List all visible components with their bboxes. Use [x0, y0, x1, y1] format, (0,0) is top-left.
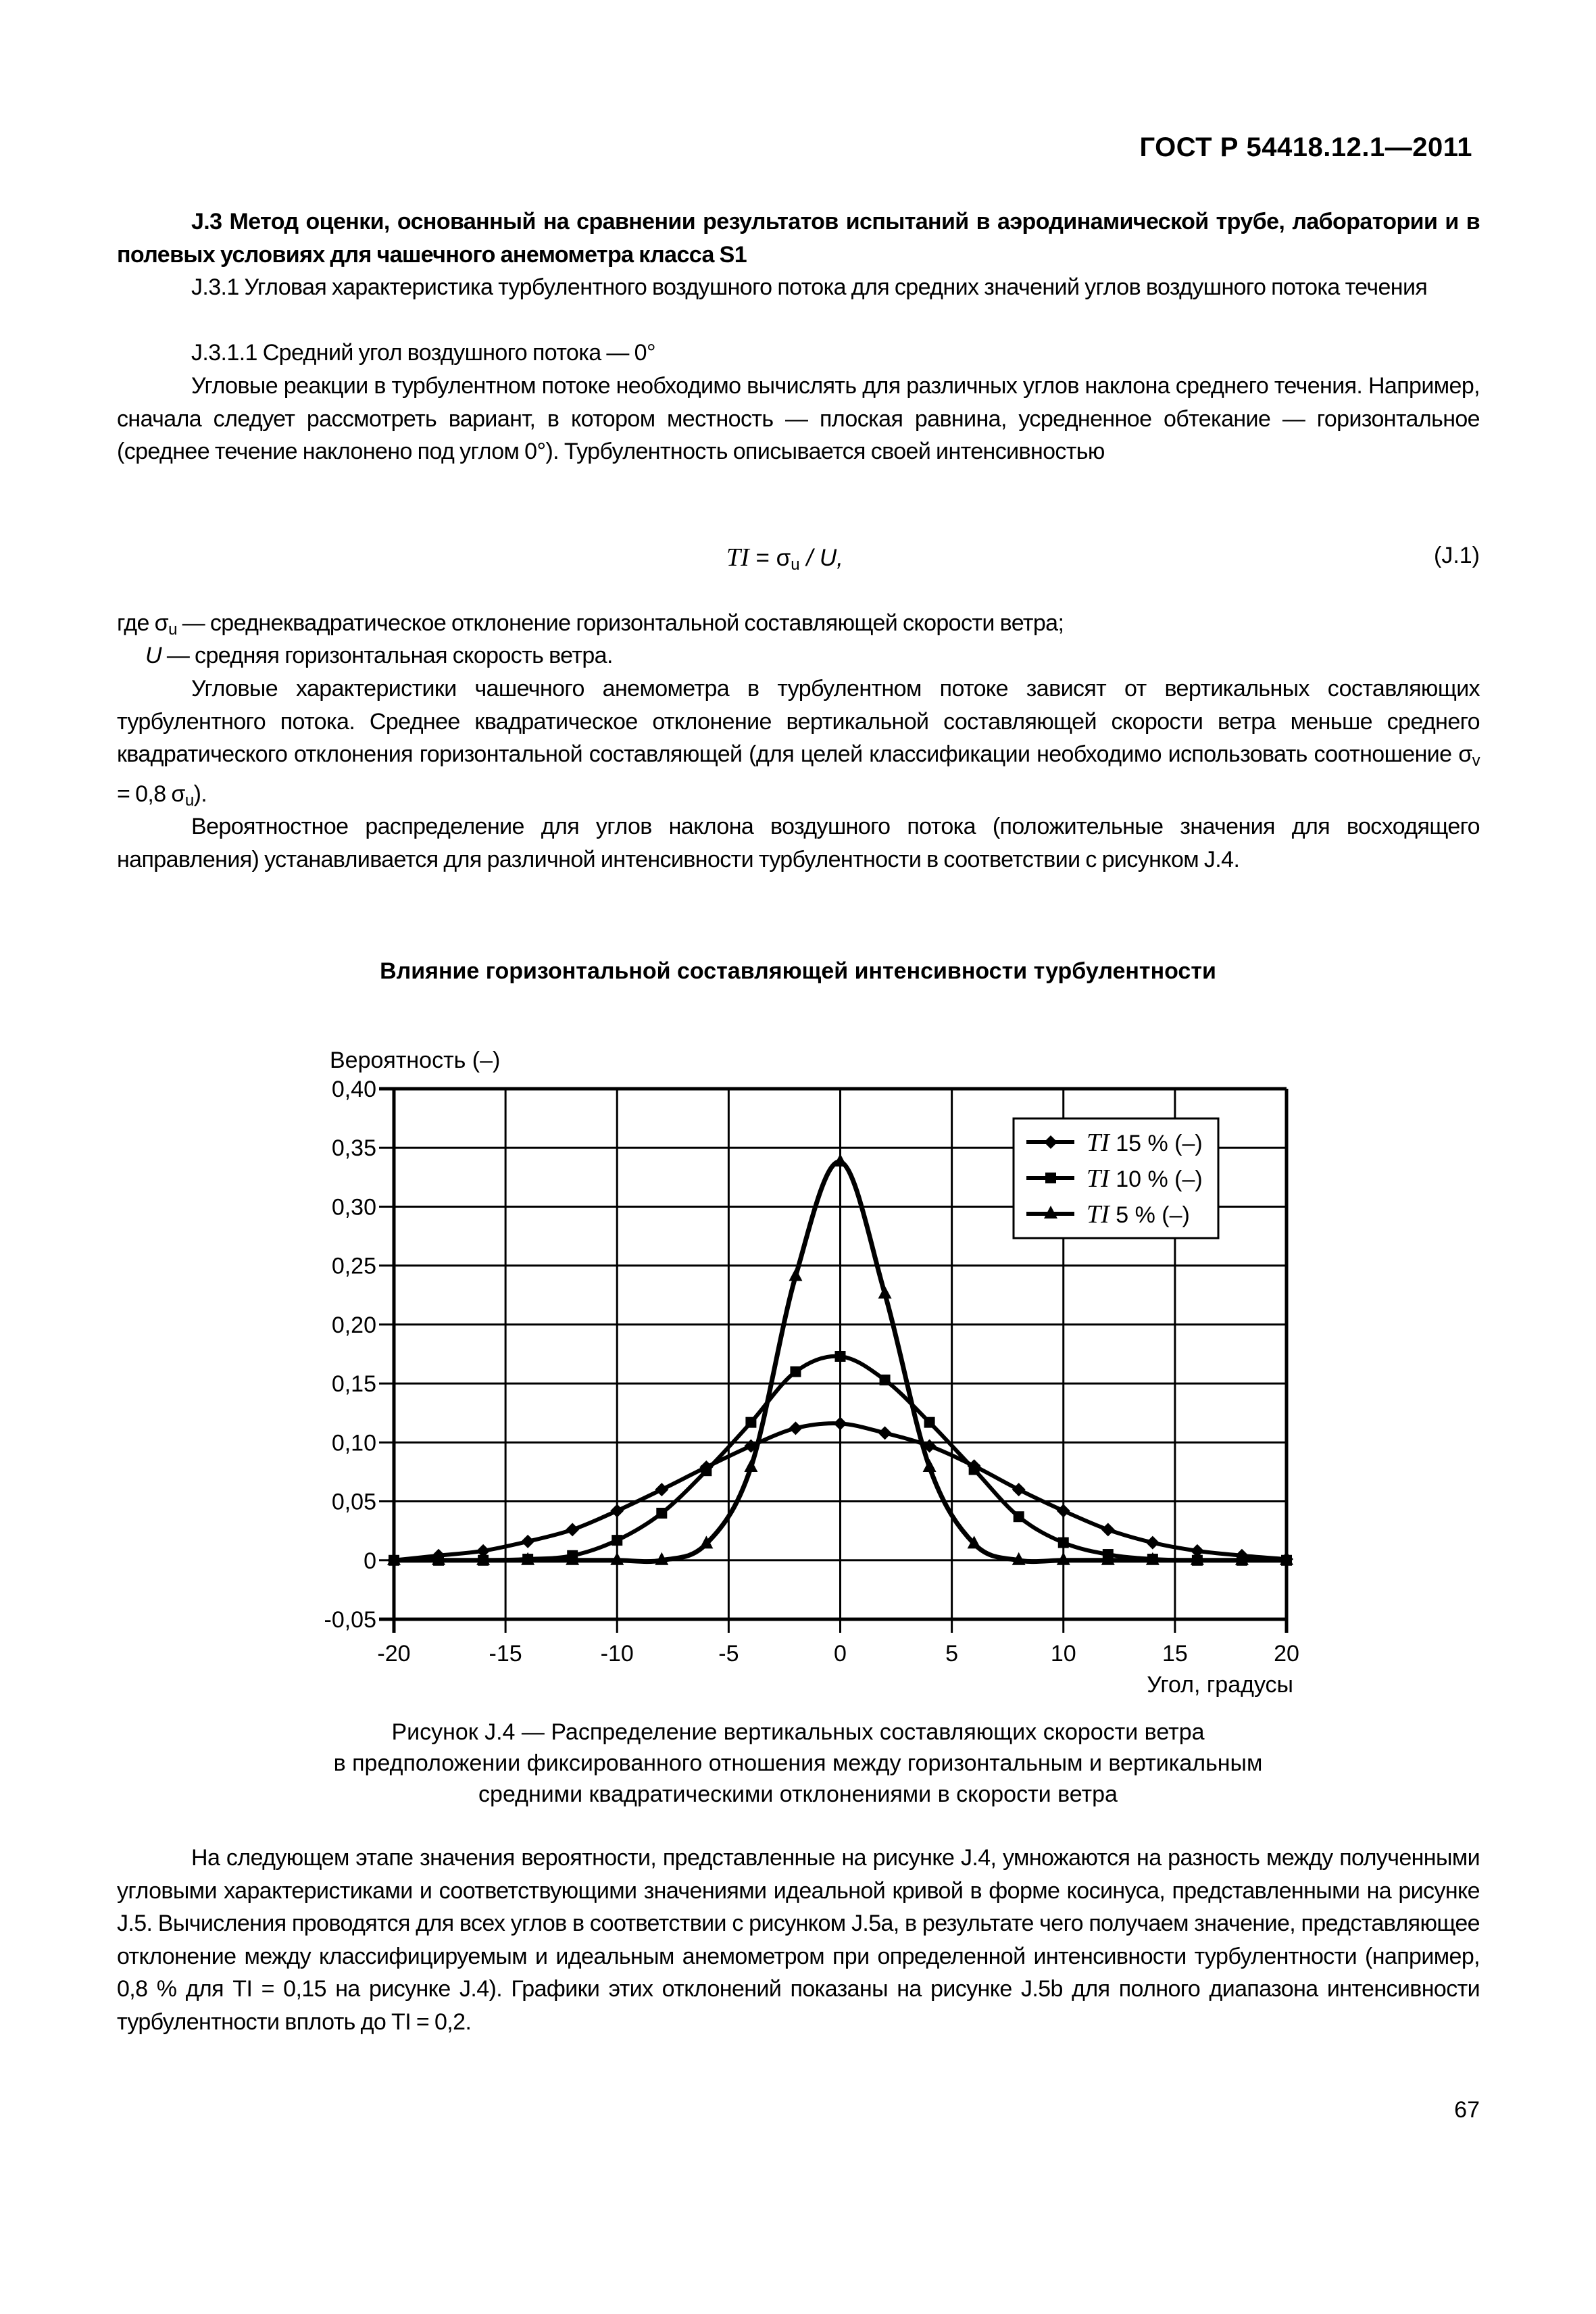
formula-eq: = σ: [749, 545, 791, 571]
square-marker-icon: [1058, 1537, 1069, 1548]
diamond-marker-icon: [610, 1504, 624, 1518]
diamond-marker-icon: [1012, 1483, 1026, 1496]
paragraph-text: = 0,8 σ: [117, 781, 185, 807]
diamond-marker-icon: [789, 1421, 802, 1435]
square-marker-icon: [924, 1417, 935, 1428]
diamond-marker-icon: [878, 1426, 892, 1439]
y-tick-label: 0,25: [331, 1253, 376, 1279]
paragraph-text: ).: [193, 781, 207, 807]
x-tick-label: -20: [377, 1641, 411, 1667]
definition-sub: u: [168, 620, 177, 639]
chart-legend: [1014, 1118, 1218, 1238]
sigma-v-sub: v: [1472, 752, 1480, 770]
y-axis-label: Вероятность (–): [330, 1048, 501, 1073]
square-marker-icon: [835, 1351, 846, 1362]
definition-text: — среднеквадратическое отклонение горизонтальной составляющей скорости ветра;: [176, 610, 1064, 636]
square-marker-icon: [745, 1417, 756, 1428]
definition-symbol: U: [145, 643, 161, 668]
caption-line: Рисунок J.4 — Распределение вертикальных составляющих скорости ветра: [391, 1719, 1205, 1745]
diamond-marker-icon: [521, 1535, 534, 1548]
diamond-marker-icon: [655, 1483, 668, 1496]
chart-title: Влияние горизонтальной составляющей интенсивности турбулентности: [380, 958, 1216, 984]
diamond-marker-icon: [1101, 1523, 1115, 1536]
y-tick-label: 0,35: [331, 1135, 376, 1162]
triangle-marker-icon: [834, 1154, 847, 1166]
x-tick-label: 15: [1162, 1641, 1188, 1667]
diamond-marker-icon: [1057, 1504, 1070, 1518]
section-j3-1-text: J.3.1 Угловая характеристика турбулентного воздушного потока для средних значений углов воздушного потока течения: [191, 274, 1428, 300]
legend-label: TI 10 % (–): [1087, 1164, 1203, 1193]
square-marker-icon: [656, 1508, 667, 1519]
paragraph-text: Угловые характеристики чашечного анемометра в турбулентном потоке зависят от вертикальных составляющих турбулентного потока. Среднее квадратическое отклонение вертикальной составляющей скорости ветра меньше среднего квадратического отклонения горизонтальной составляющей (для целей классификации необходимо использовать соотношение σ: [117, 676, 1480, 767]
page-number: 67: [1454, 2097, 1480, 2123]
x-tick-label: 5: [945, 1641, 959, 1667]
square-marker-icon: [790, 1367, 801, 1377]
y-tick-label: 0,20: [331, 1312, 376, 1338]
formula-lhs: TI: [726, 543, 749, 572]
document-header: ГОСТ Р 54418.12.1—2011: [1139, 132, 1472, 162]
x-tick-label: -10: [600, 1641, 634, 1667]
formula-rhs: / U,: [799, 545, 843, 571]
caption-line: средними квадратическими отклонениями в скорости ветра: [478, 1781, 1118, 1807]
paragraph-next-step: [117, 1842, 1480, 2038]
diamond-marker-icon: [834, 1417, 847, 1430]
diamond-marker-icon: [566, 1523, 579, 1536]
x-tick-label: 20: [1274, 1641, 1299, 1667]
definition-symbol: где σ: [117, 610, 169, 636]
triangle-marker-icon: [744, 1459, 757, 1472]
square-marker-icon: [880, 1375, 891, 1385]
x-axis-label: Угол, градусы: [1147, 1672, 1293, 1698]
figure-caption: [0, 1717, 1596, 1810]
legend-label: TI 15 % (–): [1087, 1129, 1203, 1157]
square-marker-icon: [701, 1465, 712, 1476]
y-tick-label: 0,40: [331, 1077, 376, 1102]
paragraph-text: Угловые реакции в турбулентном потоке необходимо вычислять для различных углов наклона среднего течения. Например, сначала следует рассмотреть вариант, в котором местность — плоская равнина, усредненное обтекание — горизонтальное (среднее течение наклонено под углом 0°). Турбулентность описывается своей интенсивностью: [117, 373, 1480, 464]
paragraph-text: На следующем этапе значения вероятности, представленные на рисунке J.4, умножаются на разность между полученными угловыми характеристиками и соответствующими значениями идеальной кривой в форме косинуса, представленными на рисунке J.5. Вычисления проводятся для всех углов в соответствии с рисунком J.5a, в результате чего получаем значение, представляющее отклонение между классифицируемым и идеальным анемометром при определенной интенсивности турбулентности (например, 0,8 % для TI = 0,15 на рисунке J.4). Графики этих отклонений показаны на рисунке J.5b для полного диапазона интенсивности турбулентности вплоть до TI = 0,2.: [117, 1845, 1480, 2035]
x-tick-label: 10: [1050, 1641, 1076, 1667]
formula-sub: u: [791, 556, 800, 574]
triangle-marker-icon: [878, 1286, 892, 1299]
y-tick-label: -0,05: [324, 1607, 376, 1633]
y-tick-label: 0: [364, 1548, 376, 1574]
section-heading-text: J.3 Метод оценки, основанный на сравнении результатов испытаний в аэродинамической трубе, лаборатории и в полевых условиях для чашечного анемометра класса S1: [117, 209, 1480, 268]
diamond-marker-icon: [1146, 1536, 1159, 1550]
y-tick-label: 0,15: [331, 1371, 376, 1398]
x-tick-label: -5: [718, 1641, 739, 1667]
x-tick-label: 0: [834, 1641, 847, 1667]
square-marker-icon: [969, 1464, 980, 1475]
triangle-marker-icon: [923, 1459, 937, 1472]
formula-number: (J.1): [1434, 543, 1480, 568]
y-tick-label: 0,10: [331, 1430, 376, 1456]
paragraph-text: Вероятностное распределение для углов наклона воздушного потока (положительные значения для восходящего направления) устанавливается для различной интенсивности турбулентности в соответствии с рисунком J.4.: [117, 814, 1480, 872]
definition-text: — средняя горизонтальная скорость ветра.: [161, 643, 613, 668]
square-marker-icon: [612, 1535, 622, 1546]
square-marker-icon: [1045, 1173, 1056, 1183]
legend-label: TI 5 % (–): [1087, 1200, 1190, 1229]
section-j3-1-1-text: J.3.1.1 Средний угол воздушного потока — 0°: [191, 340, 655, 366]
square-marker-icon: [1014, 1511, 1024, 1522]
caption-line: в предположении фиксированного отношения между горизонтальным и вертикальным: [333, 1750, 1263, 1776]
sigma-u-sub: u: [184, 791, 194, 810]
y-tick-label: 0,05: [331, 1489, 376, 1515]
y-tick-label: 0,30: [331, 1194, 376, 1221]
x-tick-label: -15: [489, 1641, 522, 1667]
triangle-marker-icon: [789, 1268, 802, 1281]
